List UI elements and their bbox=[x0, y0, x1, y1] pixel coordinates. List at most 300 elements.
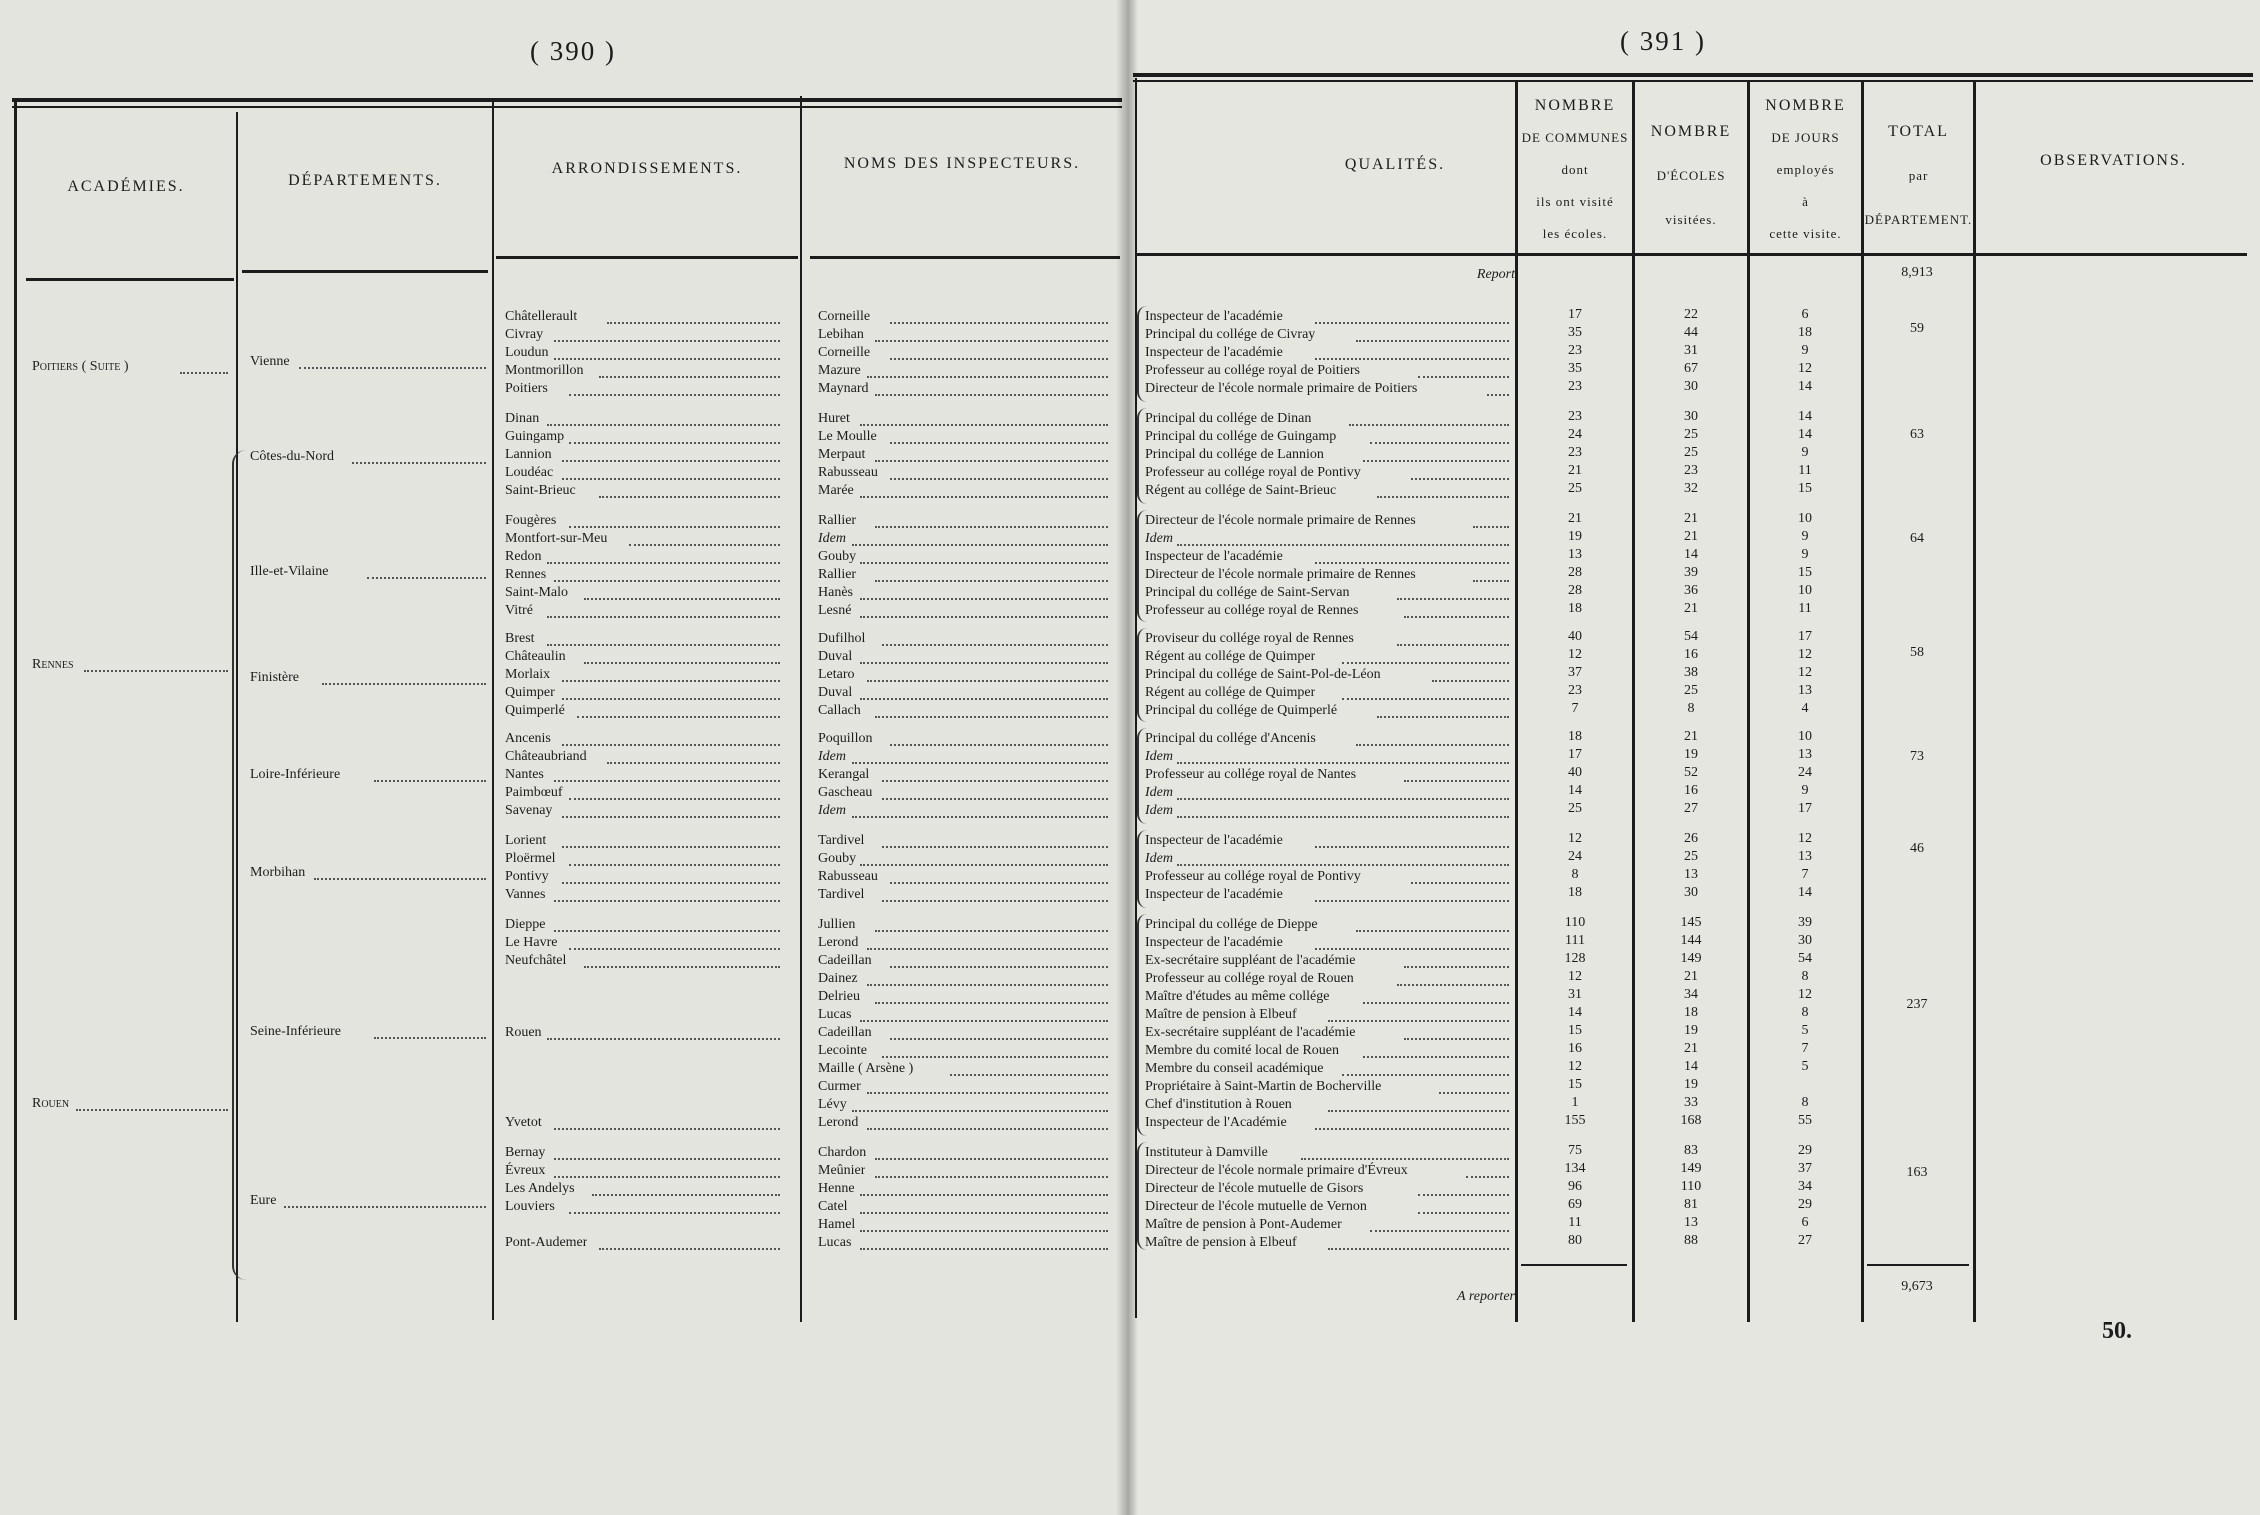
dot-leader bbox=[860, 1020, 1109, 1022]
inspector-name: Letaro bbox=[818, 667, 855, 682]
communes-count: 28 bbox=[1568, 565, 1582, 580]
dot-leader bbox=[547, 616, 781, 618]
qualite-text: Directeur de l'école mutuelle de Vernon bbox=[1145, 1199, 1367, 1214]
dot-leader bbox=[875, 1176, 1109, 1178]
communes-count: 8 bbox=[1571, 867, 1579, 882]
a-reporter-total: 9,673 bbox=[1901, 1279, 1933, 1294]
communes-count: 21 bbox=[1568, 511, 1582, 526]
arrondissement-name: Saint-Malo bbox=[505, 585, 568, 600]
dot-leader bbox=[867, 680, 1108, 682]
qualite-text: Professeur au collége royal de Pontivy bbox=[1145, 869, 1361, 884]
ecoles-count: 19 bbox=[1684, 1023, 1698, 1038]
ecoles-count: 83 bbox=[1684, 1143, 1698, 1158]
jours-count: 8 bbox=[1801, 1005, 1809, 1020]
arrondissement-name: Brest bbox=[505, 631, 535, 646]
department-total: 237 bbox=[1906, 997, 1928, 1012]
qualite-text: Inspecteur de l'académie bbox=[1145, 887, 1283, 902]
jours-count: 11 bbox=[1798, 463, 1812, 478]
inspector-name: Gouby bbox=[818, 851, 857, 866]
arrondissement-name: Le Havre bbox=[505, 935, 558, 950]
ecoles-count: 25 bbox=[1684, 427, 1698, 442]
inspector-name: Idem bbox=[818, 531, 846, 546]
dot-leader bbox=[950, 1074, 1109, 1076]
communes-count: 35 bbox=[1568, 325, 1582, 340]
col-divider bbox=[800, 96, 802, 1322]
communes-count: 18 bbox=[1568, 601, 1582, 616]
dot-leader bbox=[1342, 698, 1509, 700]
dot-leader bbox=[569, 394, 780, 396]
ecoles-count: 21 bbox=[1684, 529, 1698, 544]
arrondissement-name: Vannes bbox=[505, 887, 546, 902]
qualite-text: Propriétaire à Saint-Martin de Bocherville bbox=[1145, 1079, 1382, 1094]
arrondissement-name: Bernay bbox=[505, 1145, 546, 1160]
dot-leader bbox=[562, 680, 781, 682]
dot-leader bbox=[1363, 1056, 1509, 1058]
dot-leader bbox=[875, 580, 1109, 582]
dot-leader bbox=[890, 442, 1109, 444]
ecoles-count: 149 bbox=[1680, 951, 1702, 966]
inspector-name: Rabusseau bbox=[818, 465, 878, 480]
inspector-name: Lesné bbox=[818, 603, 852, 618]
inspector-name: Rabusseau bbox=[818, 869, 878, 884]
a-reporter-label: A reporter bbox=[1457, 1289, 1515, 1304]
header-ecoles-line: D'ÉCOLES bbox=[1656, 168, 1726, 183]
dot-leader bbox=[1370, 1230, 1509, 1232]
report-label: Report bbox=[1476, 267, 1515, 282]
dot-leader bbox=[554, 930, 780, 932]
header-jours-line: DE JOURS bbox=[1771, 130, 1840, 145]
arrondissement-name: Louviers bbox=[505, 1199, 555, 1214]
jours-count: 6 bbox=[1801, 1215, 1809, 1230]
jours-count: 14 bbox=[1798, 885, 1812, 900]
dot-leader bbox=[1418, 1212, 1509, 1214]
inspector-name: Idem bbox=[818, 749, 846, 764]
dot-leader bbox=[1315, 948, 1509, 950]
header-jours-line: cette visite. bbox=[1769, 226, 1842, 241]
communes-count: 110 bbox=[1564, 915, 1586, 930]
folio: 50. bbox=[2102, 1318, 2132, 1344]
communes-count: 25 bbox=[1568, 801, 1582, 816]
arrondissement-name: Rouen bbox=[505, 1025, 542, 1040]
ecoles-count: 21 bbox=[1684, 969, 1698, 984]
dot-leader bbox=[577, 716, 781, 718]
dot-leader bbox=[1315, 322, 1509, 324]
dot-leader bbox=[1397, 644, 1509, 646]
dot-leader bbox=[1487, 394, 1509, 396]
department-brace bbox=[232, 450, 248, 1280]
qualite-text: Inspecteur de l'Académie bbox=[1145, 1115, 1287, 1130]
left-page-number: ( 390 ) bbox=[530, 36, 616, 66]
qualite-text: Principal du collége de Saint-Pol-de-Léon bbox=[1145, 667, 1381, 682]
dot-leader bbox=[314, 878, 486, 880]
top-rule-thin bbox=[1133, 80, 2253, 82]
ecoles-count: 30 bbox=[1684, 885, 1698, 900]
arrondissement-name: Pontivy bbox=[505, 869, 549, 884]
arrondissement-name: Redon bbox=[505, 549, 542, 564]
dot-leader bbox=[852, 762, 1108, 764]
qualite-text: Directeur de l'école normale primaire de Rennes bbox=[1145, 567, 1416, 582]
jours-count: 10 bbox=[1798, 511, 1812, 526]
header-total-line: TOTAL bbox=[1888, 123, 1949, 140]
inspector-name: Dainez bbox=[818, 971, 858, 986]
dot-leader bbox=[584, 662, 780, 664]
jours-count: 29 bbox=[1798, 1143, 1812, 1158]
dot-leader bbox=[1328, 1110, 1509, 1112]
communes-count: 37 bbox=[1568, 665, 1582, 680]
dot-leader bbox=[547, 1038, 781, 1040]
qualite-text: Directeur de l'école normale primaire de Rennes bbox=[1145, 513, 1416, 528]
inspector-name: Corneille bbox=[818, 345, 871, 360]
communes-count: 15 bbox=[1568, 1077, 1582, 1092]
dot-leader bbox=[890, 358, 1109, 360]
ecoles-count: 19 bbox=[1684, 747, 1698, 762]
group-brace bbox=[1137, 408, 1147, 504]
jours-count: 10 bbox=[1798, 583, 1812, 598]
ecoles-count: 30 bbox=[1684, 379, 1698, 394]
inspector-name: Hamel bbox=[818, 1217, 856, 1232]
departement-name: Eure bbox=[250, 1193, 277, 1208]
communes-count: 18 bbox=[1568, 885, 1582, 900]
ecoles-count: 144 bbox=[1680, 933, 1702, 948]
qualite-text: Principal du collége de Quimperlé bbox=[1145, 703, 1338, 718]
col-divider bbox=[1861, 82, 1864, 1322]
arrondissement-name: Paimbœuf bbox=[505, 785, 563, 800]
dot-leader bbox=[852, 1110, 1108, 1112]
dot-leader bbox=[867, 948, 1108, 950]
jours-count: 12 bbox=[1798, 647, 1812, 662]
qualite-text: Maître de pension à Elbeuf bbox=[1145, 1235, 1297, 1250]
top-rule-thin bbox=[12, 106, 1122, 108]
dot-leader bbox=[374, 780, 486, 782]
dot-leader bbox=[569, 1212, 780, 1214]
dot-leader bbox=[860, 1248, 1109, 1250]
qualite-text: Membre du comité local de Rouen bbox=[1145, 1043, 1339, 1058]
col-divider bbox=[492, 100, 494, 1320]
ecoles-count: 54 bbox=[1684, 629, 1698, 644]
dot-leader bbox=[1177, 864, 1509, 866]
jours-count: 4 bbox=[1801, 701, 1809, 716]
academy-name: Rouen bbox=[32, 1096, 70, 1111]
dot-leader bbox=[569, 948, 780, 950]
dot-leader bbox=[890, 478, 1109, 480]
jours-count: 27 bbox=[1798, 1233, 1812, 1248]
qualite-text: Maître de pension à Pont-Audemer bbox=[1145, 1217, 1342, 1232]
dot-leader bbox=[547, 424, 781, 426]
dot-leader bbox=[852, 816, 1108, 818]
dot-leader bbox=[867, 1128, 1108, 1130]
dot-leader bbox=[860, 1194, 1109, 1196]
dot-leader bbox=[367, 577, 487, 579]
top-rule bbox=[1133, 73, 2253, 77]
qualite-text: Inspecteur de l'académie bbox=[1145, 309, 1283, 324]
book-gutter bbox=[1116, 0, 1138, 1515]
dot-leader bbox=[882, 644, 1108, 646]
jours-count: 17 bbox=[1798, 629, 1812, 644]
ecoles-count: 21 bbox=[1684, 1041, 1698, 1056]
jours-count: 18 bbox=[1798, 325, 1812, 340]
dot-leader bbox=[562, 698, 781, 700]
inspector-name: Huret bbox=[818, 411, 850, 426]
inspector-name: Meûnier bbox=[818, 1163, 866, 1178]
arrondissement-name: Châteaubriand bbox=[505, 749, 587, 764]
jours-count: 9 bbox=[1801, 343, 1809, 358]
inspector-name: Kerangal bbox=[818, 767, 870, 782]
ecoles-count: 39 bbox=[1684, 565, 1698, 580]
header-ecoles-line: visitées. bbox=[1665, 212, 1717, 227]
dot-leader bbox=[1473, 580, 1509, 582]
academy-name: Poitiers ( Suite ) bbox=[32, 359, 129, 374]
dot-leader bbox=[1315, 1128, 1509, 1130]
qualite-text: Ex-secrétaire suppléant de l'académie bbox=[1145, 953, 1356, 968]
ecoles-count: 14 bbox=[1684, 547, 1698, 562]
header-qualites: QUALITÉS. bbox=[1344, 156, 1446, 173]
qualite-text: Régent au collége de Quimper bbox=[1145, 649, 1316, 664]
inspector-name: Lerond bbox=[818, 1115, 859, 1130]
header-underline bbox=[1137, 253, 2247, 256]
ecoles-count: 22 bbox=[1684, 307, 1698, 322]
arrondissement-name: Neufchâtel bbox=[505, 953, 567, 968]
qualite-text: Ex-secrétaire suppléant de l'académie bbox=[1145, 1025, 1356, 1040]
communes-count: 31 bbox=[1568, 987, 1582, 1002]
communes-count: 16 bbox=[1568, 1041, 1582, 1056]
dot-leader bbox=[1397, 984, 1509, 986]
qualite-text: Chef d'institution à Rouen bbox=[1145, 1097, 1292, 1112]
ecoles-count: 36 bbox=[1684, 583, 1698, 598]
ecoles-count: 21 bbox=[1684, 729, 1698, 744]
communes-count: 14 bbox=[1568, 1005, 1582, 1020]
inspector-name: Gouby bbox=[818, 549, 857, 564]
inspector-name: Lucas bbox=[818, 1007, 852, 1022]
dot-leader bbox=[562, 744, 781, 746]
arrondissement-name: Ancenis bbox=[505, 731, 551, 746]
qualite-text: Idem bbox=[1145, 531, 1173, 546]
dot-leader bbox=[1432, 680, 1509, 682]
dot-leader bbox=[1411, 478, 1509, 480]
dot-leader bbox=[1177, 544, 1509, 546]
departement-name: Finistère bbox=[250, 670, 299, 685]
header-jours-line: employés bbox=[1776, 162, 1835, 177]
header-academies: ACADÉMIES. bbox=[67, 178, 185, 195]
departement-name: Vienne bbox=[250, 354, 290, 369]
communes-count: 7 bbox=[1571, 701, 1579, 716]
dot-leader bbox=[569, 442, 780, 444]
inspector-name: Lucas bbox=[818, 1235, 852, 1250]
dot-leader bbox=[1473, 526, 1509, 528]
ecoles-count: 81 bbox=[1684, 1197, 1698, 1212]
jours-count: 12 bbox=[1798, 665, 1812, 680]
jours-count: 55 bbox=[1798, 1113, 1812, 1128]
arrondissement-name: Montfort-sur-Meu bbox=[505, 531, 608, 546]
jours-count: 54 bbox=[1798, 951, 1812, 966]
dot-leader bbox=[547, 644, 781, 646]
ecoles-count: 149 bbox=[1680, 1161, 1702, 1176]
dot-leader bbox=[882, 780, 1108, 782]
dot-leader bbox=[860, 598, 1109, 600]
communes-count: 19 bbox=[1568, 529, 1582, 544]
header-communes-line: les écoles. bbox=[1542, 226, 1608, 241]
header-arrondissements: ARRONDISSEMENTS. bbox=[551, 160, 743, 177]
group-brace bbox=[1137, 628, 1147, 722]
jours-count: 6 bbox=[1801, 307, 1809, 322]
ecoles-count: 21 bbox=[1684, 511, 1698, 526]
inspector-name: Corneille bbox=[818, 309, 871, 324]
jours-count: 39 bbox=[1798, 915, 1812, 930]
ecoles-count: 16 bbox=[1684, 783, 1698, 798]
jours-count: 9 bbox=[1801, 547, 1809, 562]
dot-leader bbox=[352, 462, 487, 464]
inspector-name: Lerond bbox=[818, 935, 859, 950]
dot-leader bbox=[1370, 442, 1509, 444]
dot-leader bbox=[569, 526, 780, 528]
communes-count: 1 bbox=[1571, 1095, 1579, 1110]
jours-count: 24 bbox=[1798, 765, 1812, 780]
arrondissement-name: Quimperlé bbox=[505, 703, 565, 718]
communes-count: 23 bbox=[1568, 409, 1582, 424]
communes-count: 18 bbox=[1568, 729, 1582, 744]
qualite-text: Professeur au collége royal de Poitiers bbox=[1145, 363, 1360, 378]
arrondissement-name: Yvetot bbox=[505, 1115, 542, 1130]
ecoles-count: 44 bbox=[1684, 325, 1698, 340]
department-total: 163 bbox=[1906, 1165, 1928, 1180]
jours-count: 17 bbox=[1798, 801, 1812, 816]
dot-leader bbox=[1356, 744, 1509, 746]
jours-count: 12 bbox=[1798, 361, 1812, 376]
communes-count: 134 bbox=[1564, 1161, 1586, 1176]
dot-leader bbox=[860, 1230, 1109, 1232]
communes-count: 128 bbox=[1564, 951, 1586, 966]
qualite-text: Régent au collége de Saint-Brieuc bbox=[1145, 483, 1337, 498]
qualite-text: Directeur de l'école mutuelle de Gisors bbox=[1145, 1181, 1364, 1196]
jours-count: 13 bbox=[1798, 683, 1812, 698]
communes-count: 24 bbox=[1568, 427, 1582, 442]
departement-name: Côtes-du-Nord bbox=[250, 449, 334, 464]
header-communes-line: ils ont visité bbox=[1536, 194, 1614, 209]
communes-count: 75 bbox=[1568, 1143, 1582, 1158]
dot-leader bbox=[1349, 424, 1509, 426]
dot-leader bbox=[1315, 900, 1509, 902]
right-page-number: ( 391 ) bbox=[1620, 26, 1706, 56]
communes-count: 40 bbox=[1568, 765, 1582, 780]
dot-leader bbox=[882, 1056, 1108, 1058]
arrondissement-name: Châteaulin bbox=[505, 649, 566, 664]
jours-count: 30 bbox=[1798, 933, 1812, 948]
arrondissement-name: Évreux bbox=[505, 1163, 546, 1178]
inspector-name: Lecointe bbox=[818, 1043, 867, 1058]
communes-count: 23 bbox=[1568, 379, 1582, 394]
communes-count: 35 bbox=[1568, 361, 1582, 376]
sum-line bbox=[1867, 1264, 1969, 1266]
dot-leader bbox=[1397, 598, 1509, 600]
ecoles-count: 30 bbox=[1684, 409, 1698, 424]
header-ecoles-line: NOMBRE bbox=[1650, 123, 1732, 140]
jours-count: 14 bbox=[1798, 379, 1812, 394]
arrondissement-name: Dinan bbox=[505, 411, 540, 426]
inspector-name: Merpaut bbox=[818, 447, 866, 462]
qualite-text: Professeur au collége royal de Rouen bbox=[1145, 971, 1354, 986]
arrondissement-name: Loudun bbox=[505, 345, 549, 360]
qualite-text: Inspecteur de l'académie bbox=[1145, 935, 1283, 950]
inspector-name: Curmer bbox=[818, 1079, 861, 1094]
arrondissement-name: Loudéac bbox=[505, 465, 554, 480]
communes-count: 11 bbox=[1568, 1215, 1582, 1230]
jours-count: 5 bbox=[1801, 1023, 1809, 1038]
qualite-text: Inspecteur de l'académie bbox=[1145, 833, 1283, 848]
group-brace bbox=[1137, 728, 1147, 824]
header-total-line: DÉPARTEMENT. bbox=[1864, 212, 1973, 227]
dot-leader bbox=[1404, 966, 1509, 968]
dot-leader bbox=[584, 966, 780, 968]
dot-leader bbox=[299, 367, 486, 369]
dot-leader bbox=[84, 670, 228, 672]
department-total: 58 bbox=[1910, 645, 1924, 660]
dot-leader bbox=[554, 1128, 780, 1130]
ecoles-count: 33 bbox=[1684, 1095, 1698, 1110]
ecoles-count: 88 bbox=[1684, 1233, 1698, 1248]
communes-count: 13 bbox=[1568, 547, 1582, 562]
dot-leader bbox=[882, 798, 1108, 800]
dot-leader bbox=[1404, 1038, 1509, 1040]
ecoles-count: 8 bbox=[1687, 701, 1695, 716]
dot-leader bbox=[554, 900, 780, 902]
qualite-text: Professeur au collége royal de Pontivy bbox=[1145, 465, 1361, 480]
communes-count: 111 bbox=[1565, 933, 1585, 948]
ecoles-count: 13 bbox=[1684, 1215, 1698, 1230]
dot-leader bbox=[875, 716, 1109, 718]
qualite-text: Directeur de l'école normale primaire d'Évreux bbox=[1145, 1163, 1408, 1178]
col-divider bbox=[1973, 82, 1976, 1322]
header-total bbox=[1864, 110, 1973, 242]
inspector-name: Tardivel bbox=[818, 833, 865, 848]
arrondissement-name: Châtellerault bbox=[505, 309, 578, 324]
dot-leader bbox=[562, 882, 781, 884]
dot-leader bbox=[1328, 1020, 1509, 1022]
communes-count: 23 bbox=[1568, 343, 1582, 358]
dot-leader bbox=[1356, 930, 1509, 932]
inspector-name: Chardon bbox=[818, 1145, 867, 1160]
inspector-name: Maille ( Arsène ) bbox=[818, 1061, 914, 1076]
jours-count: 37 bbox=[1798, 1161, 1812, 1176]
header-total-line: par bbox=[1908, 168, 1929, 183]
communes-count: 69 bbox=[1568, 1197, 1582, 1212]
communes-count: 23 bbox=[1568, 683, 1582, 698]
qualite-text: Principal du collége de Saint-Servan bbox=[1145, 585, 1350, 600]
dot-leader bbox=[76, 1109, 228, 1111]
qualite-text: Directeur de l'école normale primaire de Poitiers bbox=[1145, 381, 1418, 396]
dot-leader bbox=[599, 1248, 780, 1250]
qualite-text: Idem bbox=[1145, 785, 1173, 800]
qualite-text: Principal du collége de Civray bbox=[1145, 327, 1316, 342]
left-border bbox=[14, 100, 17, 1320]
inspector-name: Gascheau bbox=[818, 785, 873, 800]
dot-leader bbox=[554, 580, 780, 582]
dot-leader bbox=[890, 882, 1109, 884]
header-departements: DÉPARTEMENTS. bbox=[288, 172, 442, 189]
ecoles-count: 145 bbox=[1680, 915, 1702, 930]
arrondissement-name: Nantes bbox=[505, 767, 544, 782]
ecoles-count: 32 bbox=[1684, 481, 1698, 496]
dot-leader bbox=[569, 798, 780, 800]
header-communes-line: dont bbox=[1561, 162, 1589, 177]
jours-count: 13 bbox=[1798, 747, 1812, 762]
dot-leader bbox=[592, 1194, 781, 1196]
communes-count: 23 bbox=[1568, 445, 1582, 460]
dot-leader bbox=[860, 698, 1109, 700]
inspector-name: Rallier bbox=[818, 513, 857, 528]
arrondissement-name: Morlaix bbox=[505, 667, 551, 682]
header-communes-line: NOMBRE bbox=[1534, 97, 1616, 114]
inspector-name: Hanès bbox=[818, 585, 853, 600]
communes-count: 24 bbox=[1568, 849, 1582, 864]
